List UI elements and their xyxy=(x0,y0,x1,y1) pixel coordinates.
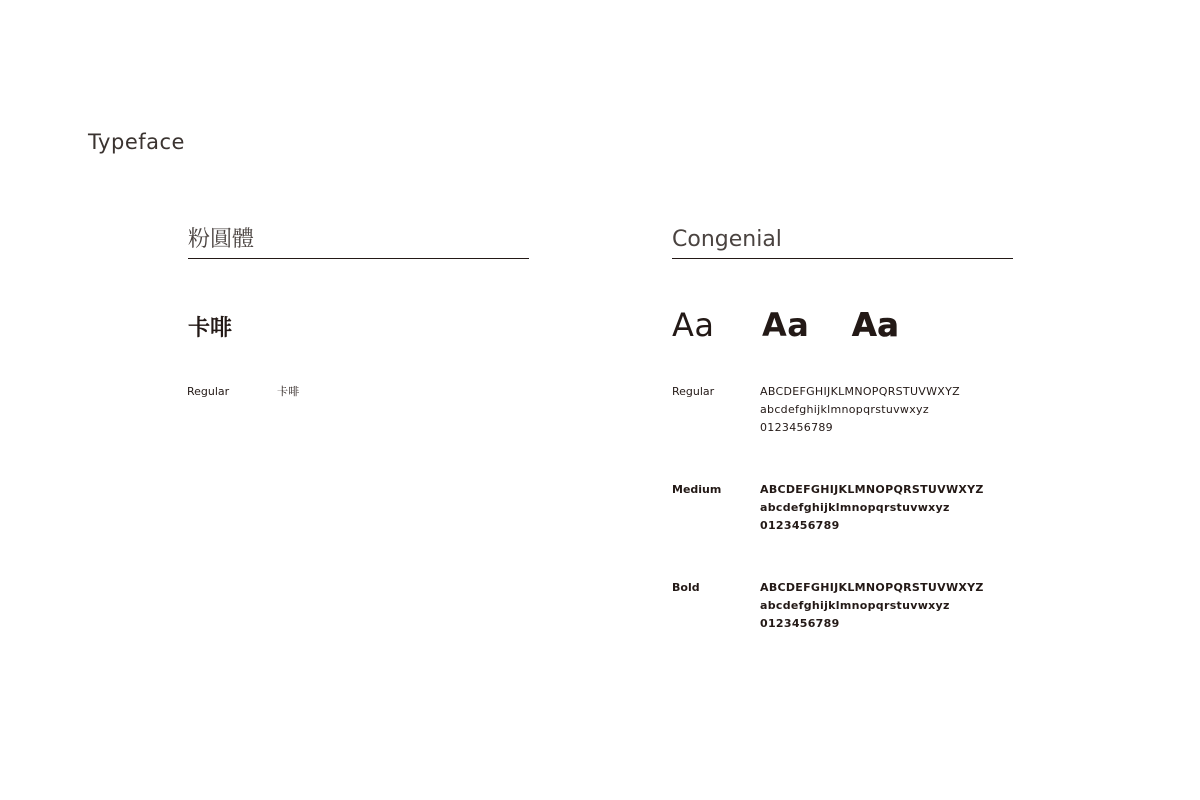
chinese-font-name: 粉圓體 xyxy=(188,224,529,259)
latin-font-section xyxy=(672,224,1013,343)
chinese-weight-row-regular xyxy=(187,383,300,401)
aa-sample-bold: Aa xyxy=(852,306,900,344)
page-title: Typeface xyxy=(88,130,185,154)
weight-specimen xyxy=(760,383,960,437)
latin-font-name: Congenial xyxy=(672,224,1013,259)
latin-weight-row-medium xyxy=(672,481,984,535)
specimen-uppercase: ABCDEFGHIJKLMNOPQRSTUVWXYZ xyxy=(760,385,960,398)
weight-label: Medium xyxy=(672,483,722,496)
chinese-font-section xyxy=(188,224,529,341)
latin-weight-row-bold xyxy=(672,579,984,633)
specimen-uppercase: ABCDEFGHIJKLMNOPQRSTUVWXYZ xyxy=(760,581,984,594)
specimen-lowercase: abcdefghijklmnopqrstuvwxyz xyxy=(760,501,950,514)
latin-weight-row-regular xyxy=(672,383,984,437)
weight-label: Regular xyxy=(672,385,715,398)
specimen-lowercase: abcdefghijklmnopqrstuvwxyz xyxy=(760,403,929,416)
weight-label: Regular xyxy=(187,385,230,398)
specimen-digits: 0123456789 xyxy=(760,617,840,630)
weight-label: Bold xyxy=(672,581,700,594)
chinese-font-sample: 卡啡 xyxy=(188,316,233,341)
aa-sample-regular: Aa xyxy=(672,306,715,344)
specimen-uppercase: ABCDEFGHIJKLMNOPQRSTUVWXYZ xyxy=(760,483,984,496)
weight-specimen xyxy=(760,579,984,633)
aa-sample-medium: Aa xyxy=(762,306,810,344)
weight-specimen: 卡啡 xyxy=(277,385,300,398)
weight-specimen xyxy=(760,481,984,535)
aa-sample-row xyxy=(672,307,1013,343)
specimen-digits: 0123456789 xyxy=(760,421,833,434)
latin-weight-rows xyxy=(672,383,984,677)
specimen-digits: 0123456789 xyxy=(760,519,840,532)
specimen-lowercase: abcdefghijklmnopqrstuvwxyz xyxy=(760,599,950,612)
